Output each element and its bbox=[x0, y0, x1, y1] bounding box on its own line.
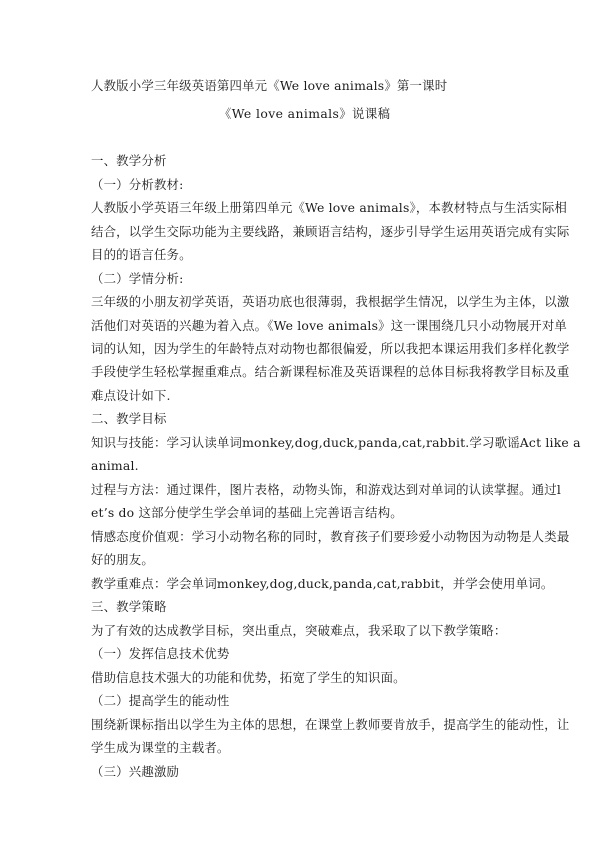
paragraph-line: 过程与方法：通过课件，图片表格，动物头饰，和游戏达到对单词的认读掌握。通过l bbox=[91, 482, 562, 497]
subsection-heading: （一）分析教材: bbox=[91, 177, 184, 192]
paragraph-line: et’s do 这部分使学生学会单词的基础上完善语言结构。 bbox=[91, 505, 403, 520]
paragraph-line: 词的认知，因为学生的年龄特点对动物也都很偏爱，所以我把本课运用我们多样化教学 bbox=[91, 341, 570, 356]
paragraph-line: 人教版小学英语三年级上册第四单元《We love animals》，本教材特点与生活实际相 bbox=[91, 200, 567, 215]
paragraph-line: 三年级的小朋友初学英语，英语功底也很薄弱，我根据学生情况，以学生为主体，以激 bbox=[91, 294, 570, 309]
subsection-heading: （一）发挥信息技术优势 bbox=[91, 646, 230, 661]
section-heading-analysis: 一、教学分析 bbox=[91, 153, 167, 168]
document-title: 人教版小学三年级英语第四单元《We love animals》第一课时 bbox=[91, 78, 448, 93]
paragraph-line: 学生成为课堂的主载者。 bbox=[91, 740, 230, 755]
paragraph-line: 活他们对英语的兴趣为着入点。《We love animals》这一课围绕几只小动物展开对单 bbox=[91, 318, 567, 333]
paragraph-line: animal. bbox=[91, 458, 139, 473]
paragraph-line: 手段使学生轻松掌握重难点。结合新课程标准及英语课程的总体目标我将教学目标及重 bbox=[91, 364, 570, 379]
paragraph-line: 好的朋友。 bbox=[91, 552, 154, 567]
subsection-heading: （二）提高学生的能动性 bbox=[91, 693, 230, 708]
paragraph-line: 教学重难点：学会单词monkey,dog,duck,panda,cat,rabbit，并学会使用单词。 bbox=[91, 576, 554, 591]
subsection-heading: （三）兴趣激励 bbox=[91, 764, 180, 779]
paragraph-line: 结合，以学生交际功能为主要线路，兼顾语言结构，逐步引导学生运用英语完成有实际 bbox=[91, 224, 570, 239]
subsection-heading: （二）学情分析: bbox=[91, 271, 184, 286]
section-heading-strategy: 三、教学策略 bbox=[91, 599, 167, 614]
paragraph-line: 为了有效的达成教学目标，突出重点，突破难点，我采取了以下教学策略： bbox=[91, 623, 507, 638]
paragraph-line: 借助信息技术强大的功能和优势，拓宽了学生的知识面。 bbox=[91, 670, 406, 685]
paragraph-line: 目的的语言任务。 bbox=[91, 247, 192, 262]
paragraph-line: 知识与技能：学习认读单词monkey,dog,duck,panda,cat,rabbit.学习歌谣Act like a bbox=[91, 435, 581, 450]
paragraph-line: 围绕新课标指出以学生为主体的思想，在课堂上教师要肯放手，提高学生的能动性，让 bbox=[91, 717, 570, 732]
paragraph-line: 难点设计如下. bbox=[91, 388, 171, 403]
paragraph-line: 情感态度价值观：学习小动物名称的同时，教育孩子们要珍爱小动物因为动物是人类最 bbox=[91, 529, 570, 544]
section-heading-goals: 二、教学目标 bbox=[91, 411, 167, 426]
document-subtitle: 《We love animals》说课稿 bbox=[219, 106, 391, 121]
